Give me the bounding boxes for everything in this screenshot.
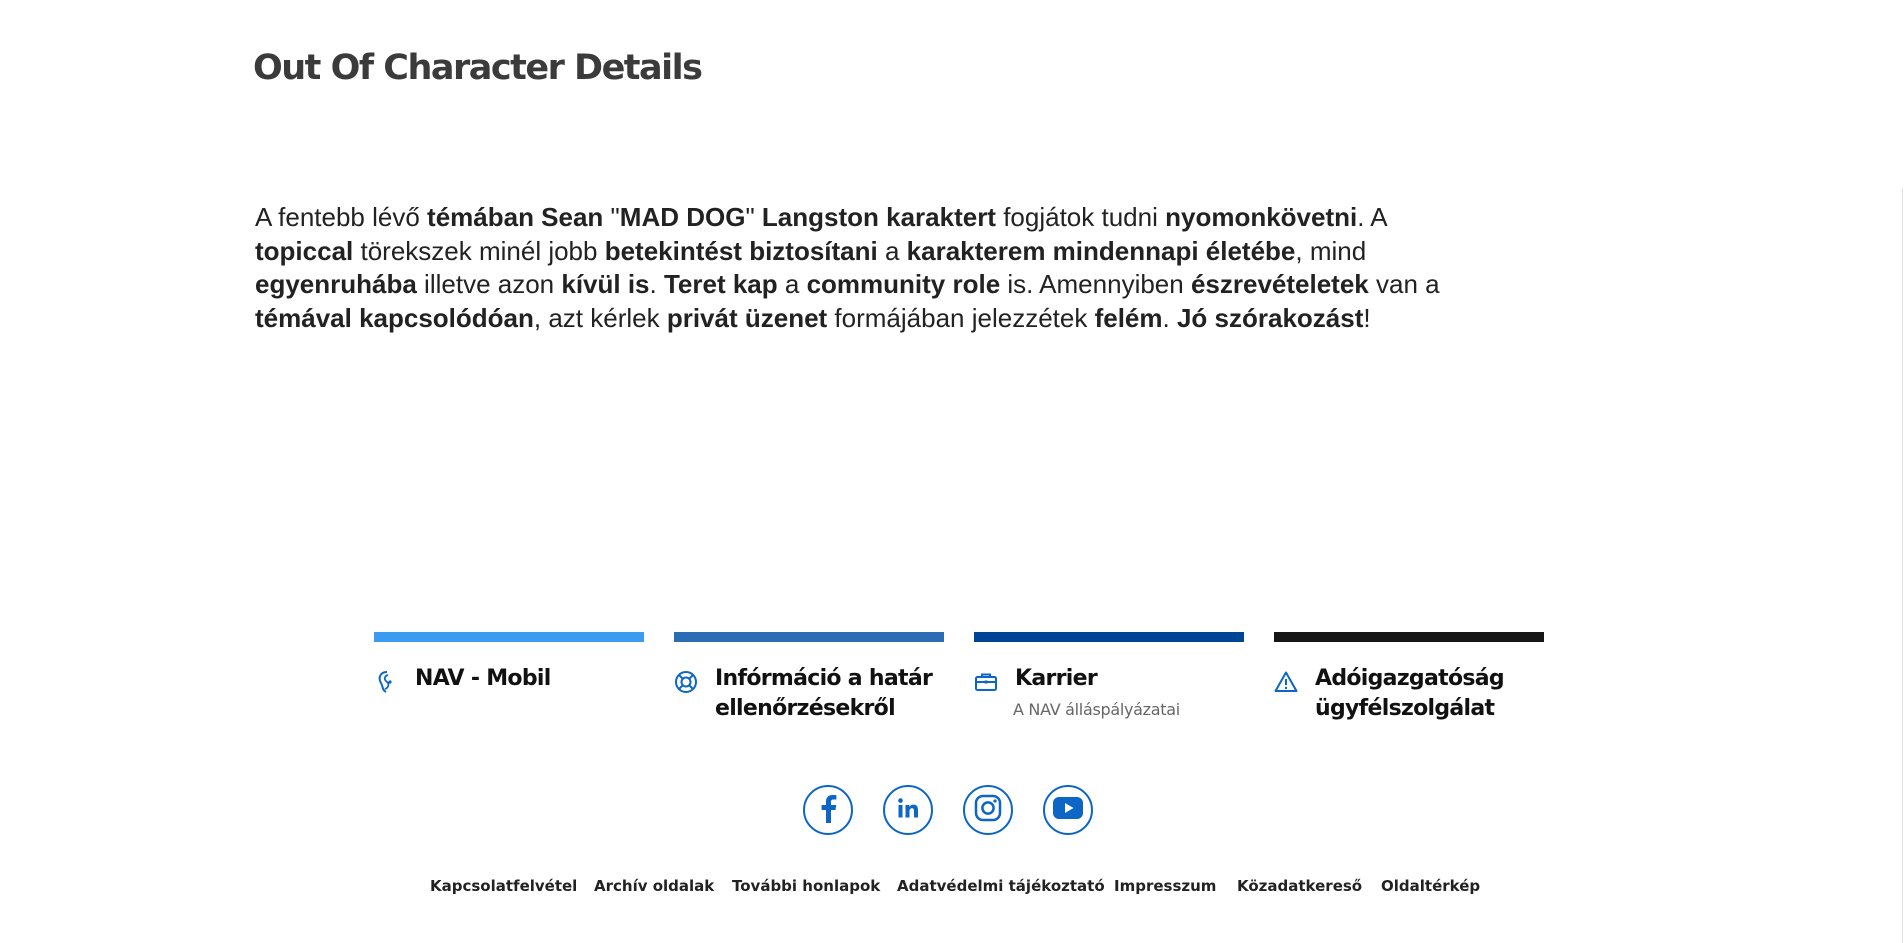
intro-text: a [777,269,807,299]
intro-bold-text: MAD DOG [619,202,746,232]
intro-text: a [877,235,907,266]
warning-icon [1274,670,1298,694]
briefcase-icon [974,670,998,694]
intro-bold-text: felém [1094,302,1163,333]
page-title: Out Of Character Details [253,48,702,88]
tile-title: NAV - Mobil [415,666,551,691]
footer-links [430,877,1481,897]
intro-bold-text: témában Sean [427,202,604,232]
tile-title: Karrier [1015,666,1098,691]
intro-bold-text: Jó szórakozást [1176,302,1364,333]
intro-text: . [649,269,664,299]
footer-link-sitemap[interactable]: Oldaltérkép [1381,877,1481,895]
tile-customer-service[interactable] [1274,632,1544,727]
intro-bold-text: Teret kap [663,269,778,299]
intro-text: , mind [1295,235,1367,266]
tile-subtitle: A NAV álláspályázatai [1013,700,1180,719]
youtube-icon [1053,797,1083,824]
page-right-divider [1902,188,1903,943]
footer-link-imprint[interactable]: Impresszum [1114,877,1217,895]
tile-color-bar [674,632,944,642]
tile-career[interactable] [974,632,1244,727]
intro-text: fogjátok tudni [995,202,1166,232]
intro-text: . A [1357,202,1387,232]
youtube-button[interactable] [1043,785,1093,835]
footer-link-public-data[interactable]: Közadatkereső [1237,877,1363,895]
instagram-button[interactable] [963,785,1013,835]
intro-bold-text: észrevételetek [1190,269,1369,299]
intro-text: " [745,202,762,232]
intro-bold-text: egyenruhába [255,269,417,299]
intro-paragraph [255,201,1455,335]
footer-link-more-sites[interactable]: További honlapok [732,877,881,895]
tile-nav-mobile[interactable] [374,632,644,727]
intro-text: illetve azon [416,269,562,299]
intro-text: törekszek minél jobb [353,235,605,266]
tile-border-info[interactable] [674,632,944,727]
footer-link-archive[interactable]: Archív oldalak [594,877,715,895]
intro-text: " [603,202,620,232]
intro-bold-text: kívül is [561,269,650,299]
intro-bold-text: betekintést biztosítani [604,235,878,266]
intro-bold-text: témával kapcsolódóan [255,302,534,333]
facebook-button[interactable] [803,785,853,835]
intro-text: . [1162,302,1177,333]
nav-mobile-icon [374,670,398,694]
linkedin-icon [897,797,919,824]
intro-text: ! [1363,302,1371,333]
intro-bold-text: karakterem mindennapi életébe [906,235,1296,266]
tile-color-bar [1274,632,1544,642]
intro-bold-text: community role [806,269,1001,299]
intro-text: formájában jelezzétek [827,302,1095,333]
tile-title: Adóigazgatóság ügyfélszolgálat [1315,666,1504,721]
footer-link-contact[interactable]: Kapcsolatfelvétel [430,877,578,895]
intro-bold-text: nyomonkövetni [1165,202,1358,232]
intro-bold-text: topiccal [255,235,354,266]
tile-color-bar [374,632,644,642]
intro-bold-text: Langston karaktert [761,202,996,232]
instagram-icon [973,793,1003,828]
linkedin-button[interactable] [883,785,933,835]
intro-text: A fentebb lévő [255,202,428,232]
facebook-icon [817,793,839,828]
tile-color-bar [974,632,1244,642]
footer-link-privacy[interactable]: Adatvédelmi tájékoztató [897,877,1105,895]
intro-text: , azt kérlek [533,302,667,333]
intro-text: van a [1368,269,1440,299]
lifebuoy-icon [674,670,698,694]
intro-bold-text: privát üzenet [666,302,828,333]
tile-title: Infórmáció a határ ellenőrzésekről [715,666,933,721]
social-links [803,785,1103,837]
intro-text: is. Amennyiben [1000,269,1191,299]
quick-links [374,632,1544,727]
